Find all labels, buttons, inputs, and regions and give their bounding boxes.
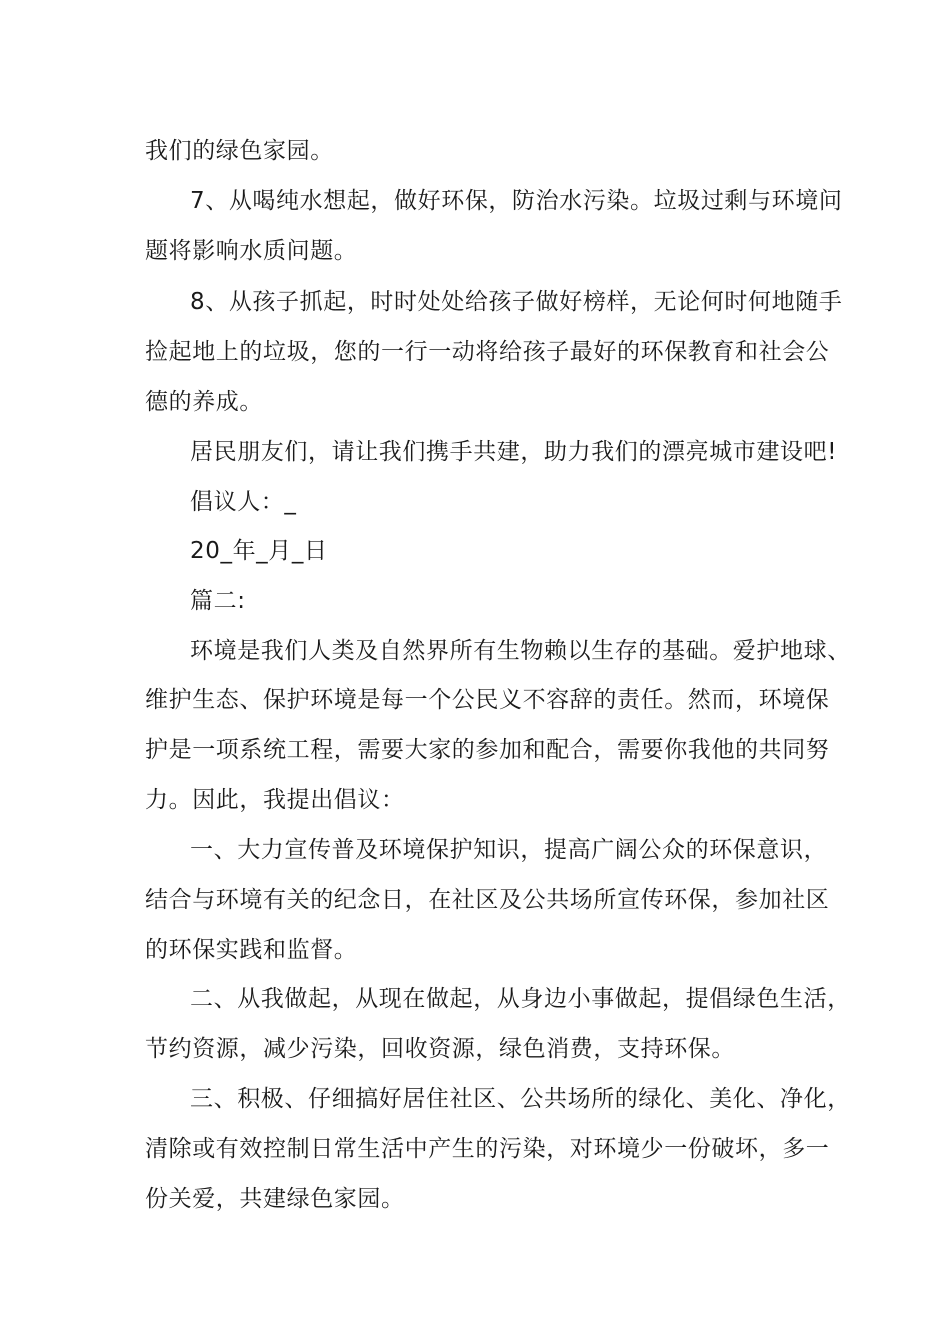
text-line: 维护生态、保护环境是每一个公民义不容辞的责任。然而，环境保 [145, 687, 830, 713]
section-heading: 篇二: [190, 588, 246, 614]
text-line: 环境是我们人类及自然界所有生物赖以生存的基础。爱护地球、 [190, 638, 851, 664]
text-line: 清除或有效控制日常生活中产生的污染，对环境少一份破坏，多一 [145, 1136, 830, 1162]
text-line: 一、大力宣传普及环境保护知识，提高广阔公众的环保意识， [190, 837, 828, 863]
text-line: 节约资源，减少污染，回收资源，绿色消费，支持环保。 [145, 1036, 735, 1062]
text-line: 护是一项系统工程，需要大家的参加和配合，需要你我他的共同努 [145, 737, 830, 763]
text-line: 力。因此，我提出倡议： [145, 787, 405, 813]
text-line: 德的养成。 [145, 389, 263, 415]
text-line: 的环保实践和监督。 [145, 937, 358, 963]
text-line: 题将影响水质问题。 [145, 238, 358, 264]
text-line: 份关爱，共建绿色家园。 [145, 1186, 405, 1212]
text-line: 倡议人：_ [190, 489, 297, 515]
text-line: 二、从我做起，从现在做起，从身边小事做起，提倡绿色生活， [190, 986, 851, 1012]
text-line: 8、从孩子抓起，时时处处给孩子做好榜样，无论何时何地随手 [190, 289, 843, 315]
text-line: 我们的绿色家园。 [145, 138, 334, 164]
text-line: 20_年_月_日 [190, 538, 328, 564]
text-line: 三、积极、仔细搞好居住社区、公共场所的绿化、美化、净化， [190, 1086, 851, 1112]
text-line: 捡起地上的垃圾，您的一行一动将给孩子最好的环保教育和社会公 [145, 339, 830, 365]
text-line: 7、从喝纯水想起，做好环保，防治水污染。垃圾过剩与环境问 [190, 188, 843, 214]
text-line: 居民朋友们，请让我们携手共建，助力我们的漂亮城市建设吧! [190, 439, 838, 465]
text-line: 结合与环境有关的纪念日，在社区及公共场所宣传环保，参加社区 [145, 887, 830, 913]
